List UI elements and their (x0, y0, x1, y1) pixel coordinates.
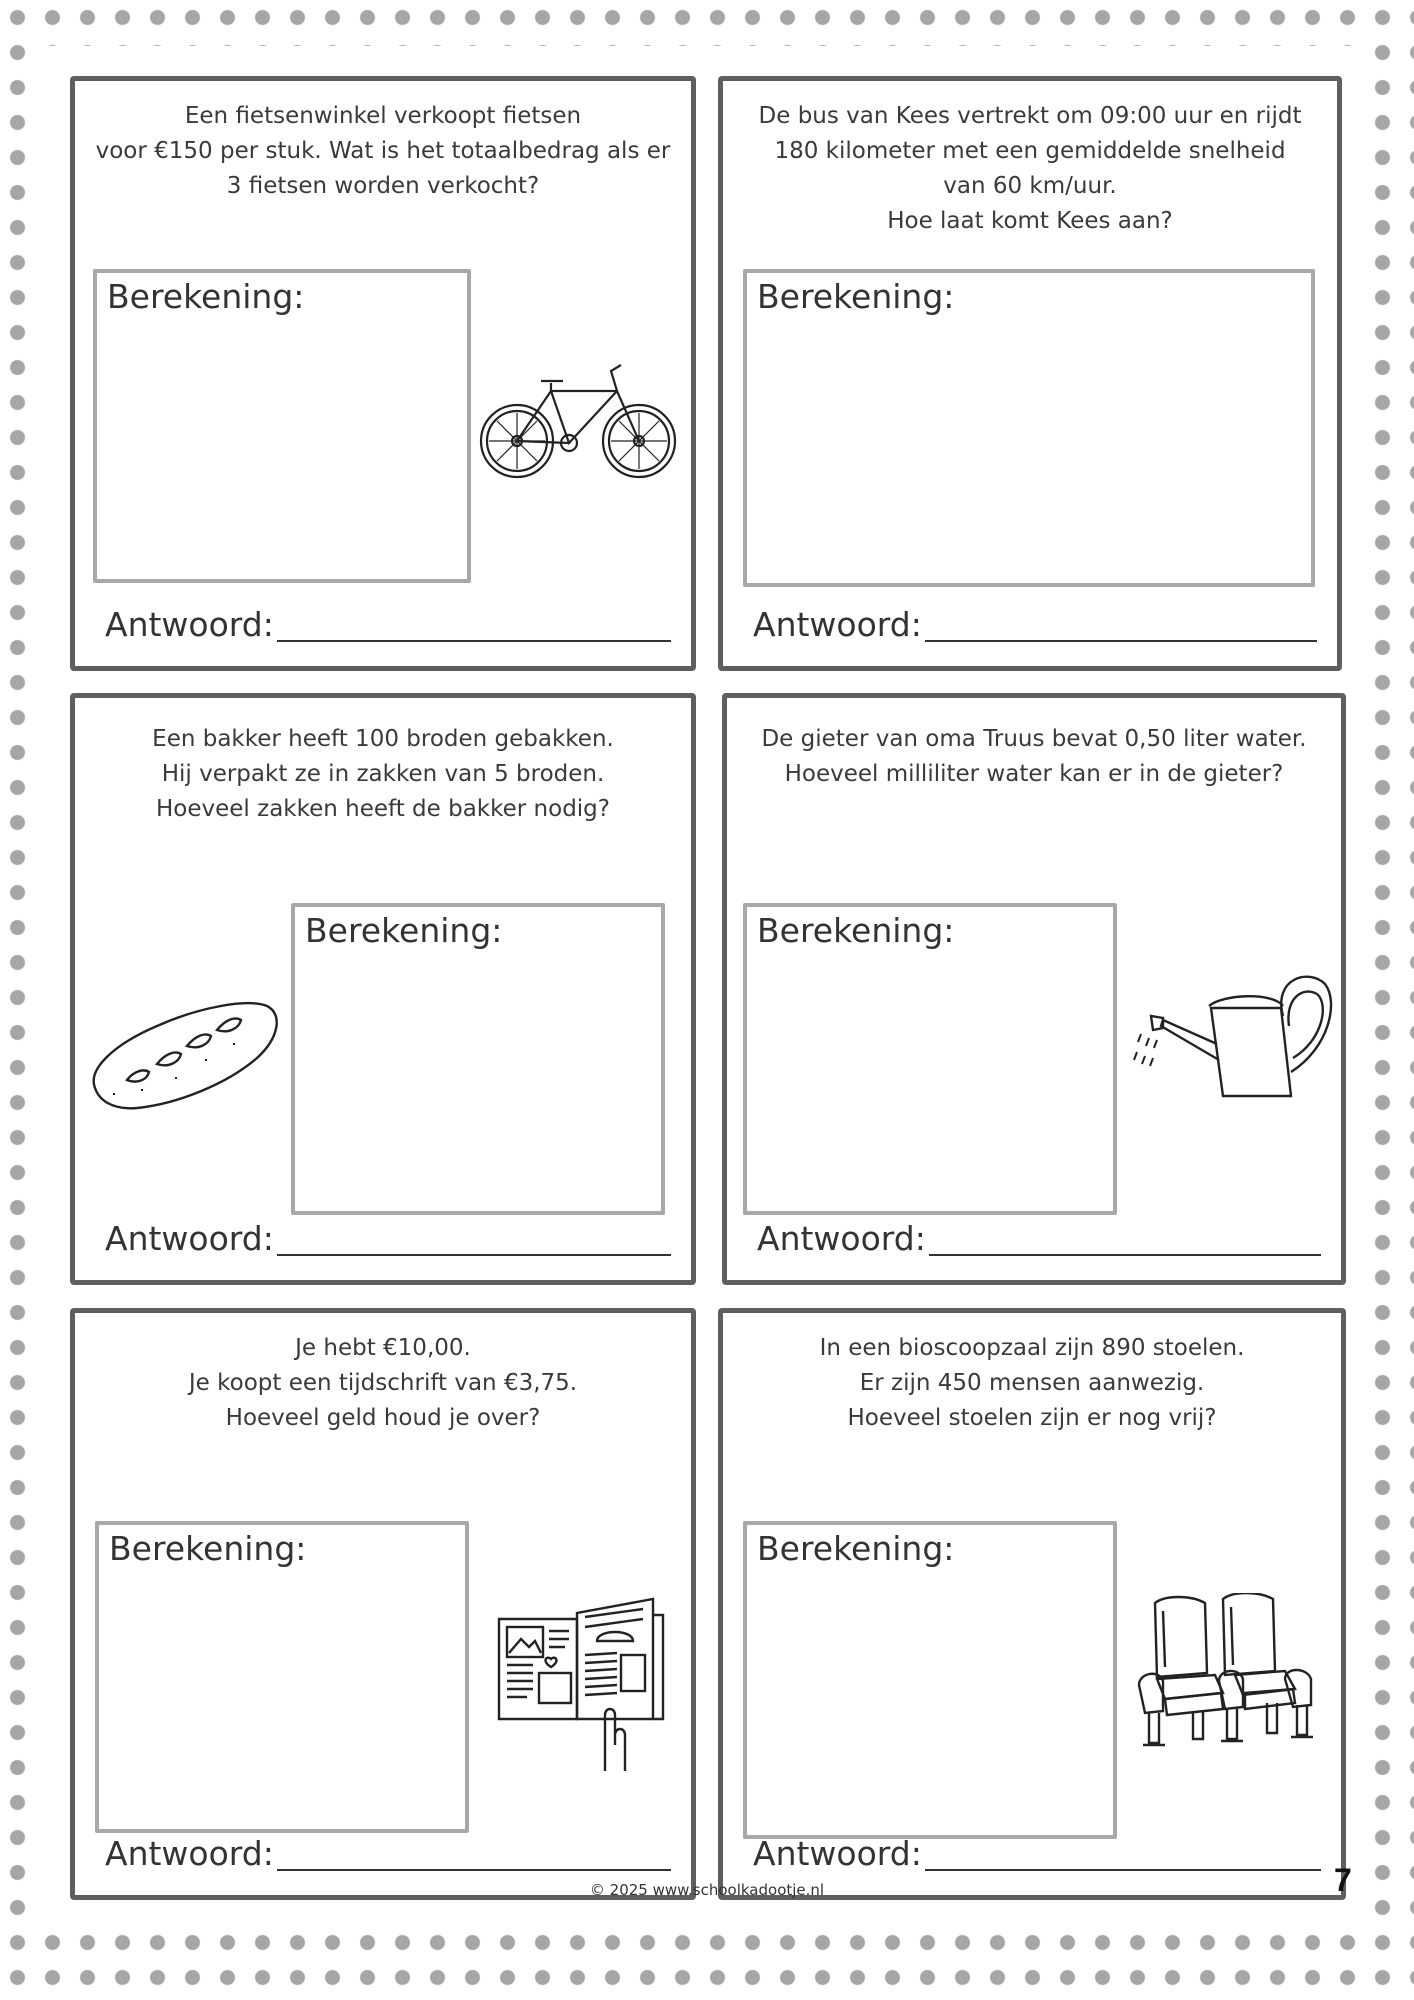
answer-row (757, 1218, 1321, 1264)
copyright-footer: © 2025 www.schoolkadootje.nl (589, 1881, 825, 1899)
question-line: Hoeveel milliliter water kan er in de gieter? (784, 761, 1284, 787)
calculation-box[interactable] (743, 269, 1315, 587)
question-line: Hij verpakt ze in zakken van 5 broden. (161, 761, 605, 787)
question-line: Hoeveel stoelen zijn er nog vrij? (847, 1405, 1217, 1431)
exercise-card-4 (722, 693, 1346, 1285)
calculation-label: Berekening: (305, 911, 503, 950)
question-text (727, 722, 1341, 792)
page-number: 7 (1334, 1862, 1352, 1898)
answer-line[interactable] (277, 1254, 671, 1256)
calculation-box[interactable] (743, 1521, 1117, 1839)
question-line: Een fietsenwinkel verkoopt fietsen (184, 103, 582, 129)
answer-label: Antwoord: (105, 1219, 274, 1258)
question-text (723, 99, 1337, 239)
exercise-card-6 (718, 1308, 1346, 1900)
answer-row (105, 1833, 671, 1879)
bread-icon (87, 988, 283, 1118)
question-line: De bus van Kees vertrekt om 09:00 uur en rijdt (758, 103, 1302, 129)
answer-line[interactable] (277, 640, 671, 642)
question-text (75, 1331, 691, 1436)
question-line: 180 kilometer met een gemiddelde snelheid (774, 138, 1286, 164)
calculation-label: Berekening: (757, 911, 955, 950)
answer-line[interactable] (925, 640, 1317, 642)
question-line: Een bakker heeft 100 broden gebakken. (152, 726, 614, 752)
question-text (723, 1331, 1341, 1436)
question-line: Je hebt €10,00. (295, 1335, 471, 1361)
question-line: 3 fietsen worden verkocht? (226, 173, 540, 199)
answer-line[interactable] (277, 1869, 671, 1871)
answer-line[interactable] (929, 1254, 1321, 1256)
calculation-label: Berekening: (757, 277, 955, 316)
question-line: van 60 km/uur. (943, 173, 1117, 199)
question-line: De gieter van oma Truus bevat 0,50 liter water. (761, 726, 1307, 752)
cinema-seats-icon (1135, 1593, 1331, 1773)
answer-label: Antwoord: (105, 1834, 274, 1873)
question-line: Hoeveel geld houd je over? (225, 1405, 541, 1431)
question-text (75, 99, 691, 204)
answer-label: Antwoord: (757, 1219, 926, 1258)
question-line: Hoeveel zakken heeft de bakker nodig? (156, 796, 610, 822)
answer-label: Antwoord: (753, 1834, 922, 1873)
question-line: In een bioscoopzaal zijn 890 stoelen. (819, 1335, 1245, 1361)
calculation-box[interactable] (95, 1521, 469, 1833)
calculation-label: Berekening: (109, 1529, 307, 1568)
watering-can-icon (1133, 968, 1333, 1108)
answer-row (753, 604, 1317, 650)
exercise-card-5 (70, 1308, 696, 1900)
answer-row (753, 1833, 1321, 1879)
answer-label: Antwoord: (753, 605, 922, 644)
bicycle-icon (479, 363, 679, 488)
magazine-icon (493, 1595, 669, 1771)
exercise-card-2 (718, 76, 1342, 671)
calculation-box[interactable] (291, 903, 665, 1215)
exercise-card-3 (70, 693, 696, 1285)
calculation-label: Berekening: (107, 277, 305, 316)
question-line: Er zijn 450 mensen aanwezig. (859, 1370, 1205, 1396)
calculation-box[interactable] (743, 903, 1117, 1215)
calculation-box[interactable] (93, 269, 471, 583)
answer-row (105, 604, 671, 650)
calculation-label: Berekening: (757, 1529, 955, 1568)
question-line: voor €150 per stuk. Wat is het totaalbedrag als er (95, 138, 671, 164)
answer-row (105, 1218, 671, 1264)
question-text (75, 722, 691, 827)
answer-label: Antwoord: (105, 605, 274, 644)
question-line: Hoe laat komt Kees aan? (887, 208, 1173, 234)
exercise-card-1 (70, 76, 696, 671)
question-line: Je koopt een tijdschrift van €3,75. (188, 1370, 578, 1396)
answer-line[interactable] (925, 1869, 1321, 1871)
